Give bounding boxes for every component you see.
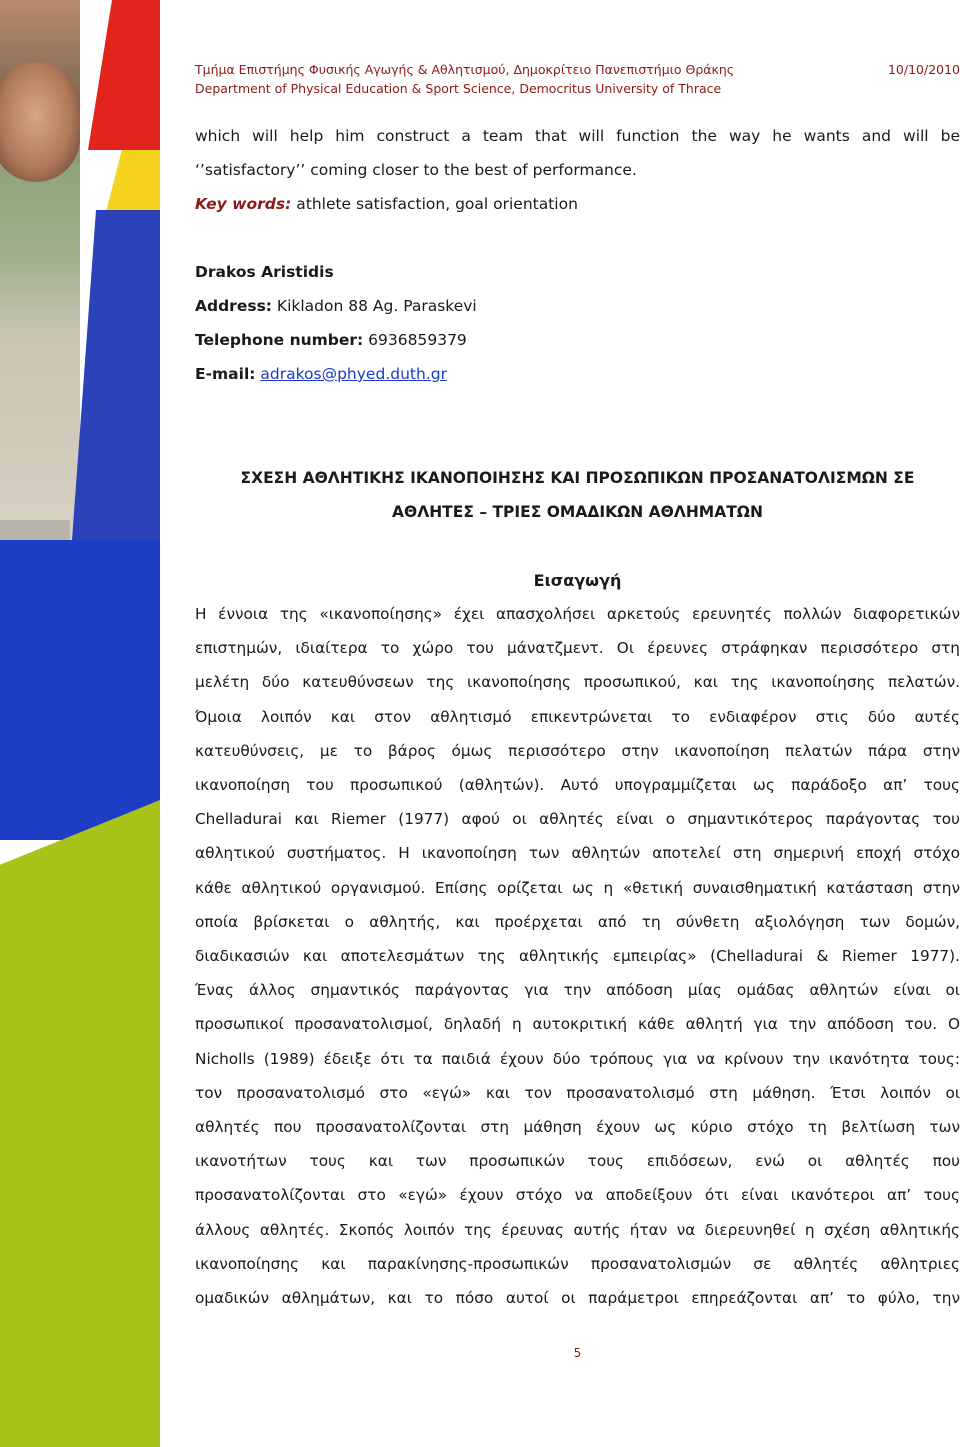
decorative-side-banner	[0, 0, 160, 1447]
body-line: ικανοτήτων τους και των προσωπικών τους επιδόσεων, ενώ οι αθλητές που	[195, 1152, 960, 1171]
header-english: Department of Physical Education & Sport Science, Democritus University of Thrace	[195, 81, 722, 96]
body-text	[195, 597, 960, 1315]
header-greek: Τμήμα Επιστήμης Φυσικής Αγωγής & Αθλητισμού, Δημοκρίτειο Πανεπιστήμιο Θράκης	[195, 62, 735, 77]
body-line: ικανοποίησης και παρακίνησης-προσωπικών προσανατολισμών σε αθλητές αθλητριες	[195, 1254, 960, 1273]
body-line: Ένας άλλος σημαντικός παράγοντας για την απόδοση μίας ομάδας αθλητών είναι οι	[195, 981, 960, 1000]
banner-block-green	[0, 800, 160, 1447]
keywords-label: Key words:	[195, 195, 292, 213]
keywords-text: athlete satisfaction, goal orientation	[291, 195, 578, 213]
body-line: άλλους αθλητές. Σκοπός λοιπόν της έρευνας αυτής ήταν να διερευνηθεί η σχέση αθλητικής	[195, 1220, 960, 1239]
page-number: 5	[573, 1346, 582, 1360]
abstract-line-1: which will help him construct a team that will function the way he wants and will be	[195, 127, 960, 145]
email-label: E-mail:	[195, 365, 256, 383]
address-line	[195, 289, 960, 323]
body-line: ικανοποίηση του προσωπικού (αθλητών). Αυτό υπογραμμίζεται ως παράδοξο απ’ τους	[195, 776, 960, 795]
page-header	[195, 60, 960, 98]
body-line: ομαδικών αθλημάτων, και το πόσο αυτοί οι παράμετροι επηρεάζονται απ’ το φύλο, την	[195, 1289, 960, 1308]
body-line: Nicholls (1989) έδειξε ότι τα παιδιά έχουν δύο τρόπους για να κρίνουν την ικανότητα τους:	[195, 1049, 960, 1068]
body-line: Όμοια λοιπόν και στον αθλητισμό επικεντρώνεται το ενδιαφέρον στις δύο αυτές	[195, 707, 960, 726]
header-date: 10/10/2010	[887, 62, 960, 77]
body-line: προσανατολίζονται στο «εγώ» έχουν στόχο να αποδείξουν ότι είναι ικανότεροι απ’ τους	[195, 1186, 960, 1205]
phone-label: Telephone number:	[195, 331, 364, 349]
keywords-line	[195, 187, 960, 221]
phone-value: 6936859379	[363, 331, 467, 349]
body-line: τον προσανατολισμό στο «εγώ» και τον προσανατολισμό στη μάθηση. Έτσι λοιπόν οι	[195, 1083, 960, 1102]
paper-title-line-2: ΑΘΛΗΤΕΣ – ΤΡΙΕΣ ΟΜΑΔΙΚΩΝ ΑΘΛΗΜΑΤΩΝ	[392, 503, 763, 521]
banner-block-blue	[0, 540, 160, 840]
phone-line	[195, 323, 960, 357]
body-line: Chelladurai και Riemer (1977) αφού οι αθλητές είναι ο σημαντικότερος παράγοντας του	[195, 810, 960, 829]
body-line: διαδικασιών και αποτελεσμάτων της αθλητικής εμπειρίας» (Chelladurai & Riemer 1977).	[195, 947, 960, 966]
body-line: προσωπικοί προσανατολισμοί, δηλαδή η αυτοκριτική κάθε αθλητή για την απόδοση του. Ο	[195, 1015, 960, 1034]
body-line: αθλητές που προσανατολίζονται στη μάθηση έχουν ως κύριο στόχο τη βελτίωση των	[195, 1118, 960, 1137]
body-line: επιστημών, ιδιαίτερα το χώρο του μάνατζμεντ. Οι έρευνες στράφηκαν περισσότερο στη	[195, 639, 960, 658]
body-line: κατευθύνσεις, με το βάρος όμως περισσότερο στην ικανοποίηση πελατών πάρα στην	[195, 741, 960, 760]
body-line: οποία βρίσκεται ο αθλητής, και προέρχεται από τη σύνθετη αξιολόγηση των δομών,	[195, 912, 960, 931]
paper-title-line-1: ΣΧΕΣΗ ΑΘΛΗΤΙΚΗΣ ΙΚΑΝΟΠΟΙΗΣΗΣ ΚΑΙ ΠΡΟΣΩΠΙΚΩΝ ΠΡΟΣΑΝΑΤΟΛΙΣΜΩΝ ΣΕ	[240, 469, 915, 487]
address-label: Address:	[195, 297, 272, 315]
section-heading: Εισαγωγή	[533, 571, 622, 590]
address-value: Kikladon 88 Ag. Paraskevi	[272, 297, 477, 315]
body-line: αθλητικού συστήματος. Η ικανοποίηση των αθλητών αποτελεί στη σημερινή εποχή στόχο	[195, 844, 960, 863]
author-name: Drakos Aristidis	[195, 263, 334, 281]
body-line: Η έννοια της «ικανοποίησης» έχει απασχολήσει αρκετούς ερευνητές πολλών διαφορετικών	[195, 605, 960, 623]
email-link[interactable]: adrakos@phyed.duth.gr	[260, 365, 447, 383]
abstract-line-2: ‘’satisfactory’’ coming closer to the best of performance.	[195, 161, 637, 179]
body-line: μελέτη δύο κατευθύνσεων της ικανοποίησης προσωπικού, και της ικανοποίησης πελατών.	[195, 673, 960, 692]
email-line	[195, 357, 960, 391]
banner-photo-child	[0, 62, 80, 182]
body-line: κάθε αθλητικού οργανισμού. Επίσης ορίζεται ως η «θετική συναισθηματική κατάσταση στην	[195, 878, 960, 897]
